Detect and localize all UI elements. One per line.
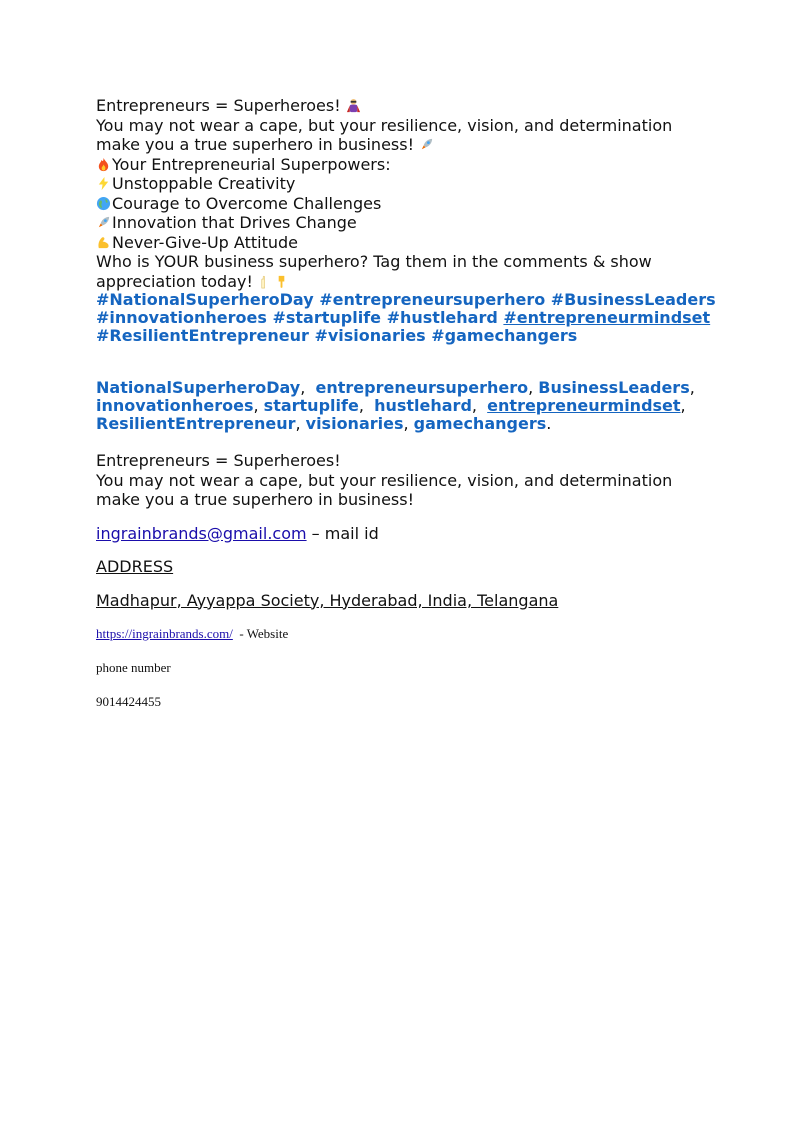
intro-line-1: You may not wear a cape, but your resilience, vision, and determination	[96, 115, 673, 135]
flexed-biceps-icon	[96, 235, 111, 250]
website-row	[96, 626, 706, 642]
intro-line-2: make you a true superhero in business!	[96, 135, 414, 154]
email-link[interactable]: ingrainbrands@gmail.com	[96, 523, 307, 543]
address-heading: ADDRESS	[96, 556, 174, 576]
hashtag-line-1[interactable]: #NationalSuperheroDay #entrepreneursuperhero #BusinessLeaders	[96, 290, 716, 309]
tag-link[interactable]: entrepreneurmindset	[487, 396, 681, 415]
globe-icon	[96, 196, 111, 211]
phone-label: phone number	[96, 659, 171, 675]
repeat-block	[96, 451, 706, 510]
tag-link[interactable]: visionaries	[305, 414, 404, 433]
power-label: Unstoppable Creativity	[112, 174, 296, 193]
rocket-icon	[96, 215, 111, 230]
email-suffix: – mail id	[306, 523, 379, 543]
tag-link[interactable]: hustlehard	[374, 396, 472, 415]
repeat-line-1: You may not wear a cape, but your resilience, vision, and determination	[96, 470, 673, 490]
power-label: Innovation that Drives Change	[112, 213, 357, 232]
headline: Entrepreneurs = Superheroes!	[96, 96, 341, 115]
raised-hands-icon	[258, 274, 273, 289]
question-line-2-row	[96, 272, 706, 292]
question-line-1: Who is YOUR business superhero? Tag them in the comments & show	[96, 252, 652, 271]
hashtag-block	[96, 290, 716, 345]
power-item	[96, 233, 706, 253]
lightning-icon	[96, 176, 111, 191]
website-suffix: - Website	[232, 625, 289, 641]
tag-link[interactable]: NationalSuperheroDay	[96, 378, 301, 397]
tag-link[interactable]: entrepreneursuperhero	[315, 378, 529, 397]
pointing-down-icon	[274, 274, 289, 289]
superpowers-heading-row	[96, 155, 706, 175]
tag-link[interactable]: startuplife	[263, 396, 359, 415]
tag-link[interactable]: BusinessLeaders	[538, 378, 690, 397]
tag-link[interactable]: gamechangers	[413, 414, 547, 433]
power-item	[96, 194, 706, 214]
hashtag-line-2	[96, 308, 711, 327]
intro-line-2-row	[96, 135, 706, 155]
repeat-line-2: make you a true superhero in business!	[96, 490, 414, 509]
email-row	[96, 524, 706, 543]
superpowers-heading: Your Entrepreneurial Superpowers:	[112, 154, 391, 174]
headline-line	[96, 96, 706, 116]
superhero-icon	[346, 98, 361, 113]
tag-list-line-2: innovationheroes, startuplife, hustlehard, entrepreneurmindset,	[96, 396, 686, 415]
fire-icon	[96, 157, 111, 172]
tag-list-line-3: ResilientEntrepreneur, visionaries, gamechangers.	[96, 414, 552, 433]
phone-number: 9014424455	[96, 693, 161, 709]
hashtag-line-2-text[interactable]: #innovationheroes #startuplife #hustlehard	[96, 308, 504, 327]
power-item	[96, 213, 706, 233]
power-label: Never-Give-Up Attitude	[112, 232, 298, 252]
question-line-2: appreciation today!	[96, 271, 253, 291]
tag-list-line-1: NationalSuperheroDay, entrepreneursuperhero, BusinessLeaders,	[96, 378, 695, 397]
repeat-headline: Entrepreneurs = Superheroes!	[96, 451, 341, 470]
power-item	[96, 174, 706, 194]
post-body	[96, 96, 706, 291]
address-text: Madhapur, Ayyappa Society, Hyderabad, India, Telangana	[96, 590, 559, 610]
power-label: Courage to Overcome Challenges	[112, 193, 382, 213]
tag-link[interactable]: ResilientEntrepreneur	[96, 414, 296, 433]
tag-list	[96, 379, 706, 433]
hashtag-line-3[interactable]: #ResilientEntrepreneur #visionaries #gamechangers	[96, 326, 578, 345]
rocket-icon	[419, 137, 434, 152]
website-link[interactable]: https://ingrainbrands.com/	[96, 625, 233, 641]
hashtag-entrepreneurmindset-link[interactable]: #entrepreneurmindset	[503, 308, 711, 327]
tag-link[interactable]: innovationheroes	[96, 396, 254, 415]
document-page	[96, 96, 716, 710]
